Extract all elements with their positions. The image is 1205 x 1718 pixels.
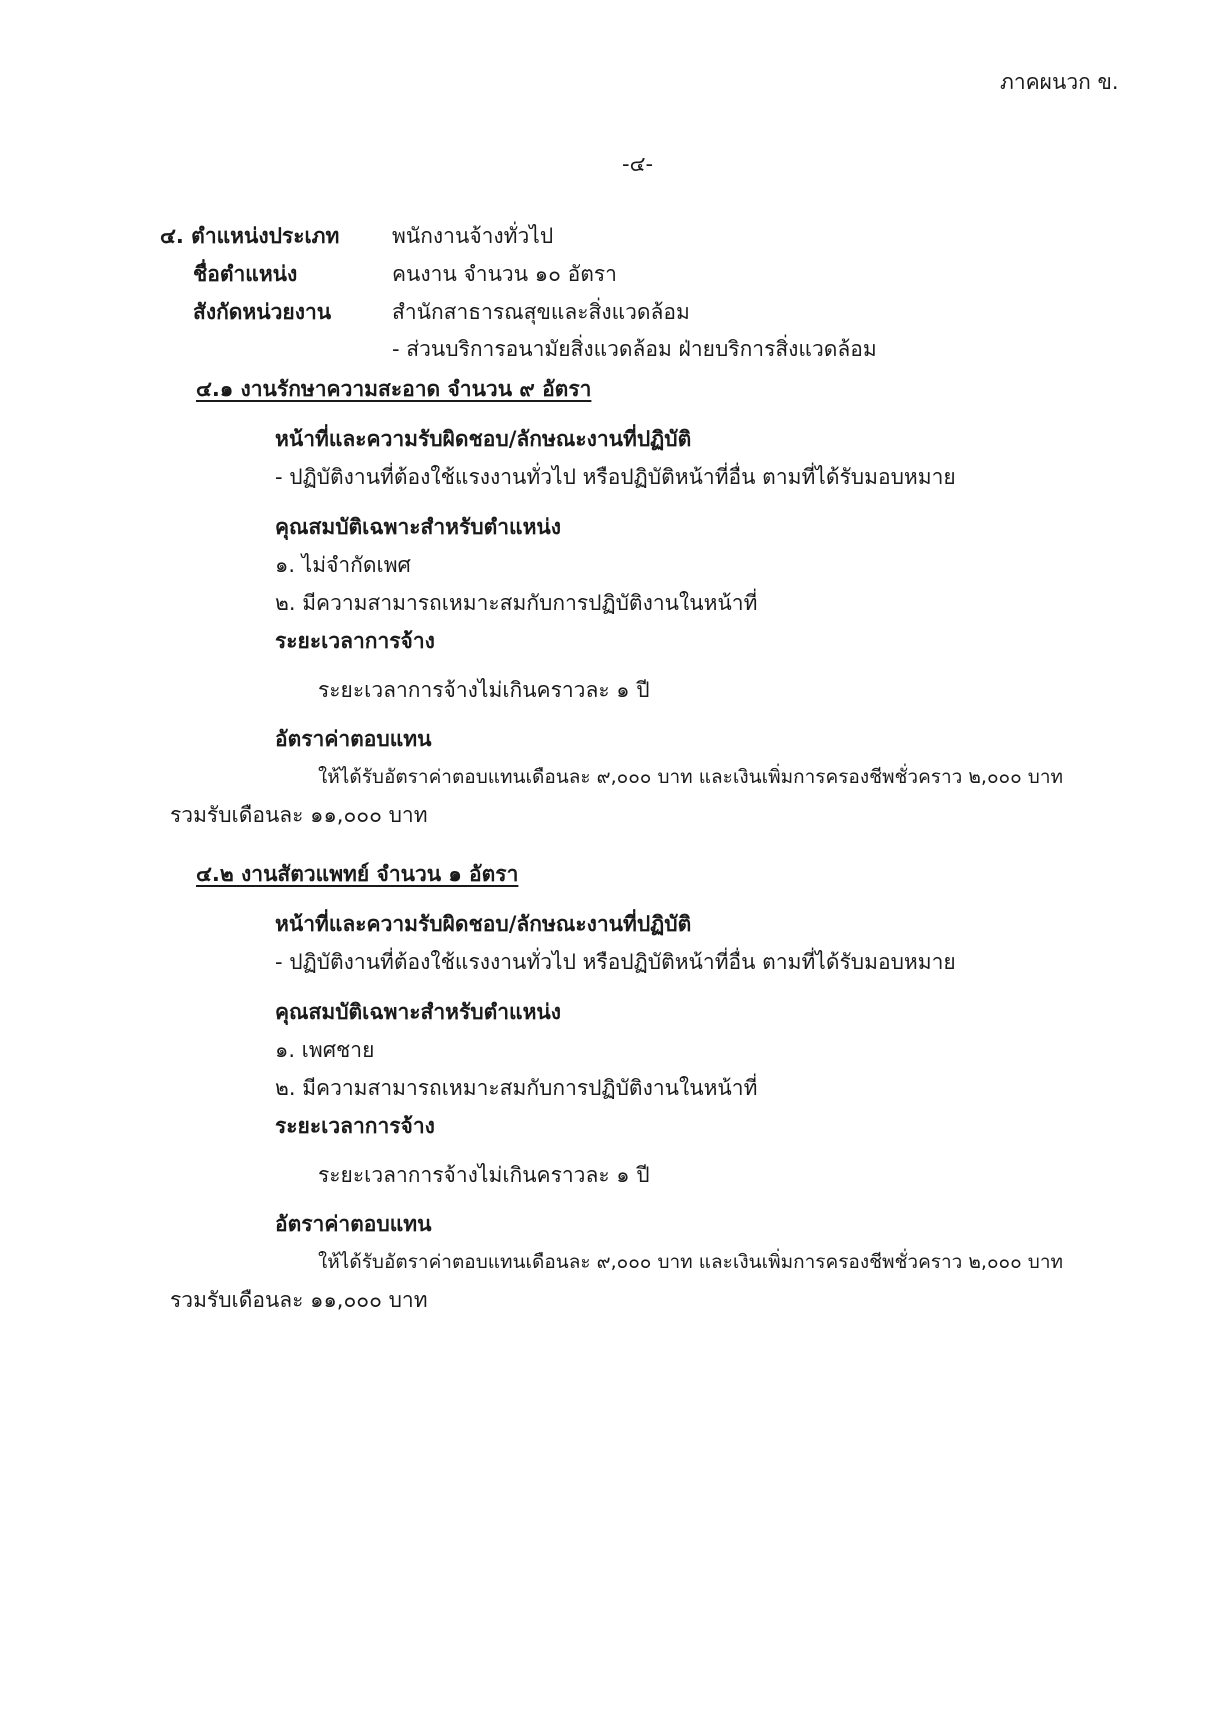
section2-qual-item: ๒. มีความสามารถเหมาะสมกับการปฏิบัติงานในหน้าที่ — [275, 1076, 758, 1100]
position-type-label: ๔. ตำแหน่งประเภท — [160, 224, 340, 248]
appendix-label: ภาคผนวก ข. — [1000, 70, 1119, 94]
position-type-value: พนักงานจ้างทั่วไป — [392, 224, 554, 248]
section2-period-heading: ระยะเวลาการจ้าง — [275, 1114, 435, 1138]
section1-pay-line2: รวมรับเดือนละ ๑๑,๐๐๐ บาท — [170, 803, 428, 827]
section2-title: ๔.๒ งานสัตวแพทย์ จำนวน ๑ อัตรา — [196, 862, 519, 886]
section2-duties-heading: หน้าที่และความรับผิดชอบ/ลักษณะงานที่ปฏิบัติ — [275, 912, 692, 936]
section2-pay-line2: รวมรับเดือนละ ๑๑,๐๐๐ บาท — [170, 1288, 428, 1312]
position-unit-value: สำนักสาธารณสุขและสิ่งแวดล้อม — [392, 300, 690, 324]
position-name-label: ชื่อตำแหน่ง — [193, 262, 298, 286]
section2-pay-heading: อัตราค่าตอบแทน — [275, 1212, 432, 1236]
page-number: -๔- — [622, 152, 654, 176]
position-unit-sub: - ส่วนบริการอนามัยสิ่งแวดล้อม ฝ่ายบริการสิ่งแวดล้อม — [392, 337, 877, 361]
section2-qual-heading: คุณสมบัติเฉพาะสำหรับตำแหน่ง — [275, 1000, 562, 1024]
section1-duties-text: - ปฏิบัติงานที่ต้องใช้แรงงานทั่วไป หรือปฏิบัติหน้าที่อื่น ตามที่ได้รับมอบหมาย — [275, 465, 956, 489]
section1-qual-heading: คุณสมบัติเฉพาะสำหรับตำแหน่ง — [275, 515, 562, 539]
section1-duties-heading: หน้าที่และความรับผิดชอบ/ลักษณะงานที่ปฏิบัติ — [275, 427, 692, 451]
section1-qual-item: ๒. มีความสามารถเหมาะสมกับการปฏิบัติงานในหน้าที่ — [275, 591, 758, 615]
position-name-value: คนงาน จำนวน ๑๐ อัตรา — [392, 262, 617, 286]
section1-period-heading: ระยะเวลาการจ้าง — [275, 629, 435, 653]
section1-pay-line1: ให้ได้รับอัตราค่าตอบแทนเดือนละ ๙,๐๐๐ บาท และเงินเพิ่มการครองชีพชั่วคราว ๒,๐๐๐ บาท — [318, 766, 1064, 788]
section1-title: ๔.๑ งานรักษาความสะอาด จำนวน ๙ อัตรา — [196, 377, 592, 401]
section1-pay-heading: อัตราค่าตอบแทน — [275, 727, 432, 751]
section1-period-text: ระยะเวลาการจ้างไม่เกินคราวละ ๑ ปี — [318, 678, 650, 702]
section1-qual-item: ๑. ไม่จำกัดเพศ — [275, 553, 411, 577]
section2-qual-item: ๑. เพศชาย — [275, 1038, 375, 1062]
section2-pay-line1: ให้ได้รับอัตราค่าตอบแทนเดือนละ ๙,๐๐๐ บาท และเงินเพิ่มการครองชีพชั่วคราว ๒,๐๐๐ บาท — [318, 1251, 1064, 1273]
position-unit-label: สังกัดหน่วยงาน — [193, 300, 332, 324]
section2-duties-text: - ปฏิบัติงานที่ต้องใช้แรงงานทั่วไป หรือปฏิบัติหน้าที่อื่น ตามที่ได้รับมอบหมาย — [275, 950, 956, 974]
section2-period-text: ระยะเวลาการจ้างไม่เกินคราวละ ๑ ปี — [318, 1163, 650, 1187]
